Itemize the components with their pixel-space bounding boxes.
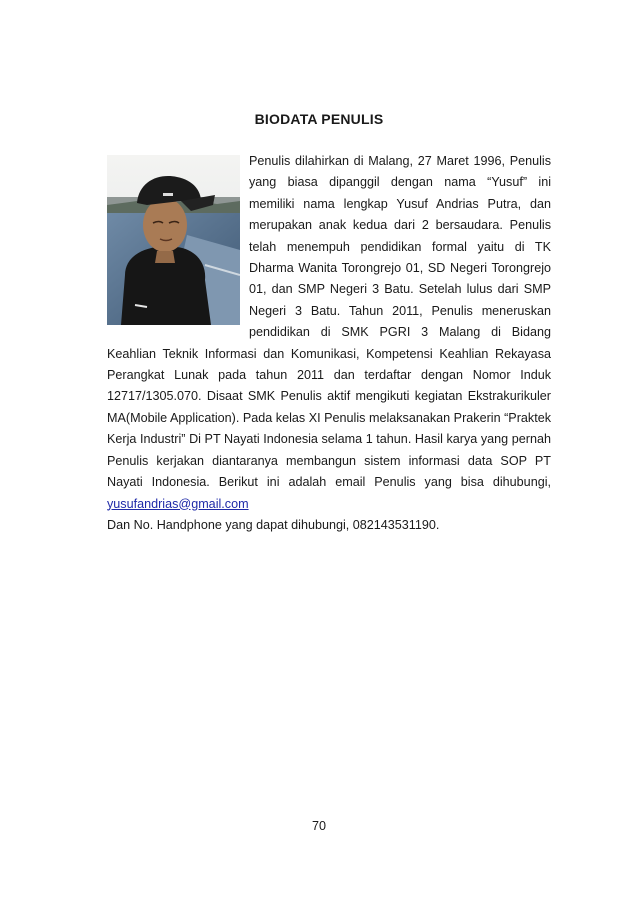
biography-text: Penulis dilahirkan di Malang, 27 Maret 1996, Penulis yang biasa dipanggil dengan nama “Yusuf” ini memiliki nama lengkap Yusuf Andrias Putra, dan merupakan anak kedua dari 2 bersaudara. Penulis telah menempuh pendidikan formal yaitu di TK Dharma Wanita Torongrejo 01, SD Negeri Torongrejo 01, dan SMP Negeri 3 Batu. Setelah lulus dari SMP Negeri 3 Batu. Tahun 2011, Penulis meneruskan pendidikan di SMK PGRI 3 Malang di Bidang Keahlian Teknik Informasi dan Komunikasi, Kompetensi Keahlian Rekayasa Perangkat Lunak pada tahun 2011 dan terdaftar dengan Nomor Induk 12717/1305.070. Disaat SMK Penulis aktif mengikuti kegiatan Ekstrakurikuler MA(Mobile Application). Pada kelas XI Penulis melaksanakan Prakerin “Praktek Kerja Industri” Di PT Nayati Indonesia selama 1 tahun. Hasil karya yang pernah Penulis kerjakan diantaranya membangun sistem informasi data SOP PT Nayati Indonesia. Berikut ini adalah email Penulis yang bisa dihubungi,: [107, 154, 551, 490]
biography-body: [107, 151, 551, 536]
page-number: 70: [311, 819, 326, 833]
phone-text: Dan No. Handphone yang dapat dihubungi, 082143531190.: [107, 517, 440, 532]
email-link[interactable]: yusufandrias@gmail.com: [107, 496, 249, 511]
page-title: BIODATA PENULIS: [254, 111, 384, 127]
author-photo: [107, 155, 240, 325]
